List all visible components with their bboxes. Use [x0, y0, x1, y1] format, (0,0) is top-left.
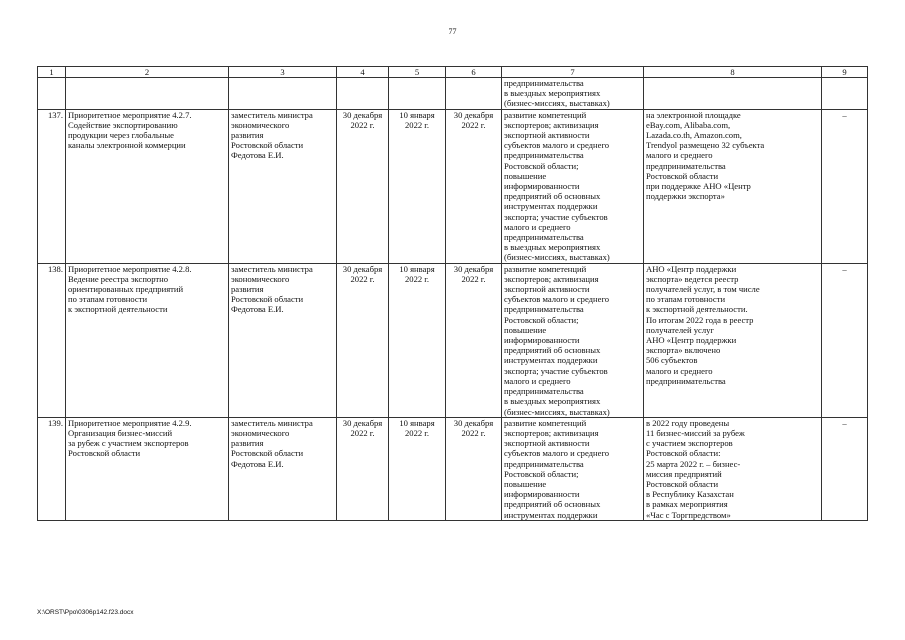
column-number: 5 [389, 67, 446, 78]
expected-result: развитие компетенций экспортеров; активизация экспортной активности субъектов малого и среднего предпринимательства Ростовской области; повышение информированности предприятий об основных инструментах поддержки экспорта; участие субъектов малого и среднего предпринимательства в выездных мероприятиях (бизнес-миссиях, выставках) [502, 109, 644, 263]
expected-result: развитие компетенций экспортеров; активизация экспортной активности субъектов малого и среднего предпринимательства Ростовской области; повышение информированности предприятий об основных инструментах поддержки [502, 417, 644, 520]
empty-cell [229, 78, 337, 110]
empty-cell [389, 78, 446, 110]
column-number: 8 [644, 67, 822, 78]
note: – [822, 417, 868, 520]
empty-cell [66, 78, 229, 110]
planned-end-date: 30 декабря 2022 г. [337, 263, 389, 417]
page-number: 77 [448, 27, 457, 36]
event-name: Приоритетное мероприятие 4.2.7. Содействие экспортированию продукции через глобальные каналы электронной коммерции [66, 109, 229, 263]
note: – [822, 109, 868, 263]
event-name: Приоритетное мероприятие 4.2.8. Ведение реестра экспортно ориентированных предприятий по этапам готовности к экспортной деятельности [66, 263, 229, 417]
column-number: 6 [446, 67, 502, 78]
column-number: 2 [66, 67, 229, 78]
event-name: Приоритетное мероприятие 4.2.9. Организация бизнес-миссий за рубеж с участием экспортеров Ростовской области [66, 417, 229, 520]
file-path-footer: X:\ORST\Ppo\0306p142.f23.docx [37, 609, 134, 616]
planned-end-date: 30 декабря 2022 г. [337, 417, 389, 520]
column-number: 3 [229, 67, 337, 78]
actual-result: АНО «Центр поддержки экспорта» ведется реестр получателей услуг, в том числе по этапам готовности к экспортной деятельности. По итогам 2022 года в реестр получателей услуг АНО «Центр поддержки экспорта» включено 506 субъектов малого и среднего предпринимательства [644, 263, 822, 417]
report-table [37, 66, 868, 521]
actual-result: на электронной площадке eBay.com, Alibaba.com, Lazada.co.th, Amazon.com, Trendyol размещено 32 субъекта малого и среднего предпринимательства Ростовской области при поддержке АНО «Центр поддержки экспорта» [644, 109, 822, 263]
continuation-row [38, 78, 868, 110]
empty-cell [446, 78, 502, 110]
note: – [822, 263, 868, 417]
column-number: 1 [38, 67, 66, 78]
planned-end-date: 30 декабря 2022 г. [337, 109, 389, 263]
row-number: 138. [38, 263, 66, 417]
column-number: 7 [502, 67, 644, 78]
actual-result: в 2022 году проведены 11 бизнес-миссий за рубеж с участием экспортеров Ростовской области: 25 марта 2022 г. – бизнес- миссия предприятий Ростовской области в Республику Казахстан в рамках мероприятия «Час с Торгпредством» [644, 417, 822, 520]
empty-cell [644, 78, 822, 110]
actual-start-date: 10 января 2022 г. [389, 263, 446, 417]
responsible-person: заместитель министра экономического развития Ростовской области Федотова Е.И. [229, 417, 337, 520]
column-number: 4 [337, 67, 389, 78]
empty-cell [822, 78, 868, 110]
empty-cell [337, 78, 389, 110]
row-number: 139. [38, 417, 66, 520]
responsible-person: заместитель министра экономического развития Ростовской области Федотова Е.И. [229, 109, 337, 263]
actual-end-date: 30 декабря 2022 г. [446, 263, 502, 417]
table-row [38, 263, 868, 417]
table-row [38, 417, 868, 520]
table-row [38, 109, 868, 263]
actual-start-date: 10 января 2022 г. [389, 109, 446, 263]
column-number-row [38, 67, 868, 78]
column-number: 9 [822, 67, 868, 78]
empty-cell [38, 78, 66, 110]
expected-result: развитие компетенций экспортеров; активизация экспортной активности субъектов малого и среднего предпринимательства Ростовской области; повышение информированности предприятий об основных инструментах поддержки экспорта; участие субъектов малого и среднего предпринимательства в выездных мероприятиях (бизнес-миссиях, выставках) [502, 263, 644, 417]
actual-end-date: 30 декабря 2022 г. [446, 417, 502, 520]
row-number: 137. [38, 109, 66, 263]
actual-start-date: 10 января 2022 г. [389, 417, 446, 520]
responsible-person: заместитель министра экономического развития Ростовской области Федотова Е.И. [229, 263, 337, 417]
expected-result-continuation: предпринимательства в выездных мероприятиях (бизнес-миссиях, выставках) [502, 78, 644, 110]
actual-end-date: 30 декабря 2022 г. [446, 109, 502, 263]
